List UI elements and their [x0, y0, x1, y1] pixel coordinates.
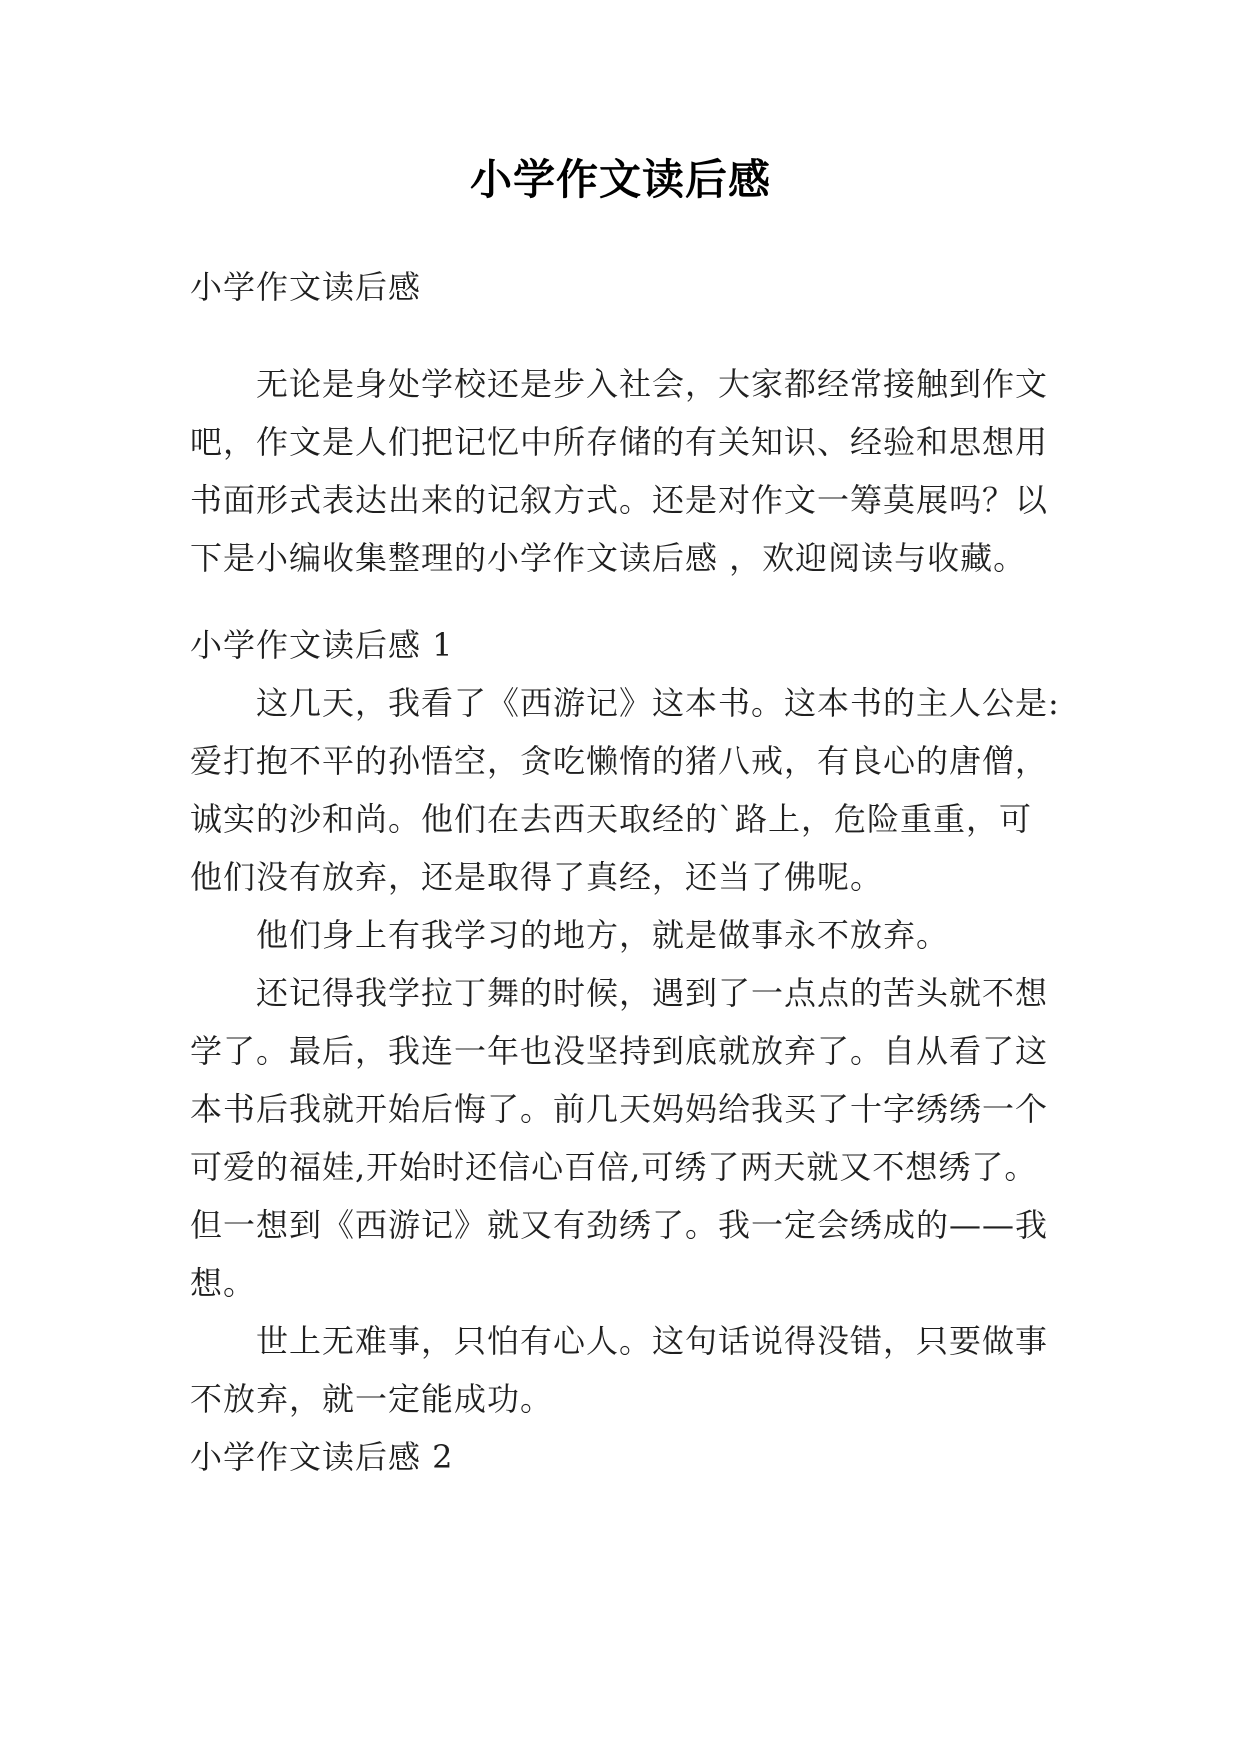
paragraph-line: 诚实的沙和尚。他们在去西天取经的`路上，危险重重，可 [190, 800, 1033, 838]
section-heading: 小学作文读后感 2 [190, 1438, 454, 1476]
section-1-paragraph-2 [190, 906, 1056, 964]
intro-paragraph [190, 355, 1056, 587]
intro-line: 无论是身处学校还是步入社会，大家都经常接触到作文 [256, 365, 1049, 403]
section-heading: 小学作文读后感 1 [190, 626, 454, 664]
intro-line: 书面形式表达出来的记叙方式。还是对作文一筹莫展吗？以 [190, 481, 1049, 519]
paragraph-line: 想。 [190, 1264, 257, 1302]
paragraph-line: 可爱的福娃,开始时还信心百倍,可绣了两天就又不想绣了。 [190, 1148, 1038, 1186]
paragraph-line: 他们身上有我学习的地方，就是做事永不放弃。 [256, 916, 950, 954]
intro-line: 下是小编收集整理的小学作文读后感 ，欢迎阅读与收藏。 [190, 539, 1027, 577]
section-1-paragraph-3 [190, 964, 1056, 1312]
paragraph-line: 但一想到《西游记》就又有劲绣了。我一定会绣成的——我 [190, 1206, 1049, 1244]
section-1-paragraph-1 [190, 674, 1060, 906]
paragraph-line: 不放弃，就一定能成功。 [190, 1380, 554, 1418]
paragraph-line: 世上无难事，只怕有心人。这句话说得没错，只要做事 [256, 1322, 1049, 1360]
subtitle-text: 小学作文读后感 [190, 268, 422, 306]
paragraph-line: 还记得我学拉丁舞的时候，遇到了一点点的苦头就不想 [256, 974, 1049, 1012]
document-subtitle [190, 258, 1056, 316]
section-1-paragraph-4 [190, 1312, 1056, 1428]
paragraph-line: 他们没有放弃，还是取得了真经，还当了佛呢。 [190, 858, 884, 896]
paragraph-line: 这几天，我看了《西游记》这本书。这本书的主人公是: [256, 684, 1060, 722]
paragraph-line: 爱打抱不平的孙悟空，贪吃懒惰的猪八戒，有良心的唐僧， [190, 742, 1049, 780]
paragraph-line: 本书后我就开始后悔了。前几天妈妈给我买了十字绣绣一个 [190, 1090, 1049, 1128]
document-title: 小学作文读后感 [469, 155, 771, 204]
paragraph-line: 学了。最后，我连一年也没坚持到底就放弃了。自从看了这 [190, 1032, 1049, 1070]
intro-line: 吧，作文是人们把记忆中所存储的有关知识、经验和思想用 [190, 423, 1049, 461]
section-1 [190, 616, 1060, 1486]
